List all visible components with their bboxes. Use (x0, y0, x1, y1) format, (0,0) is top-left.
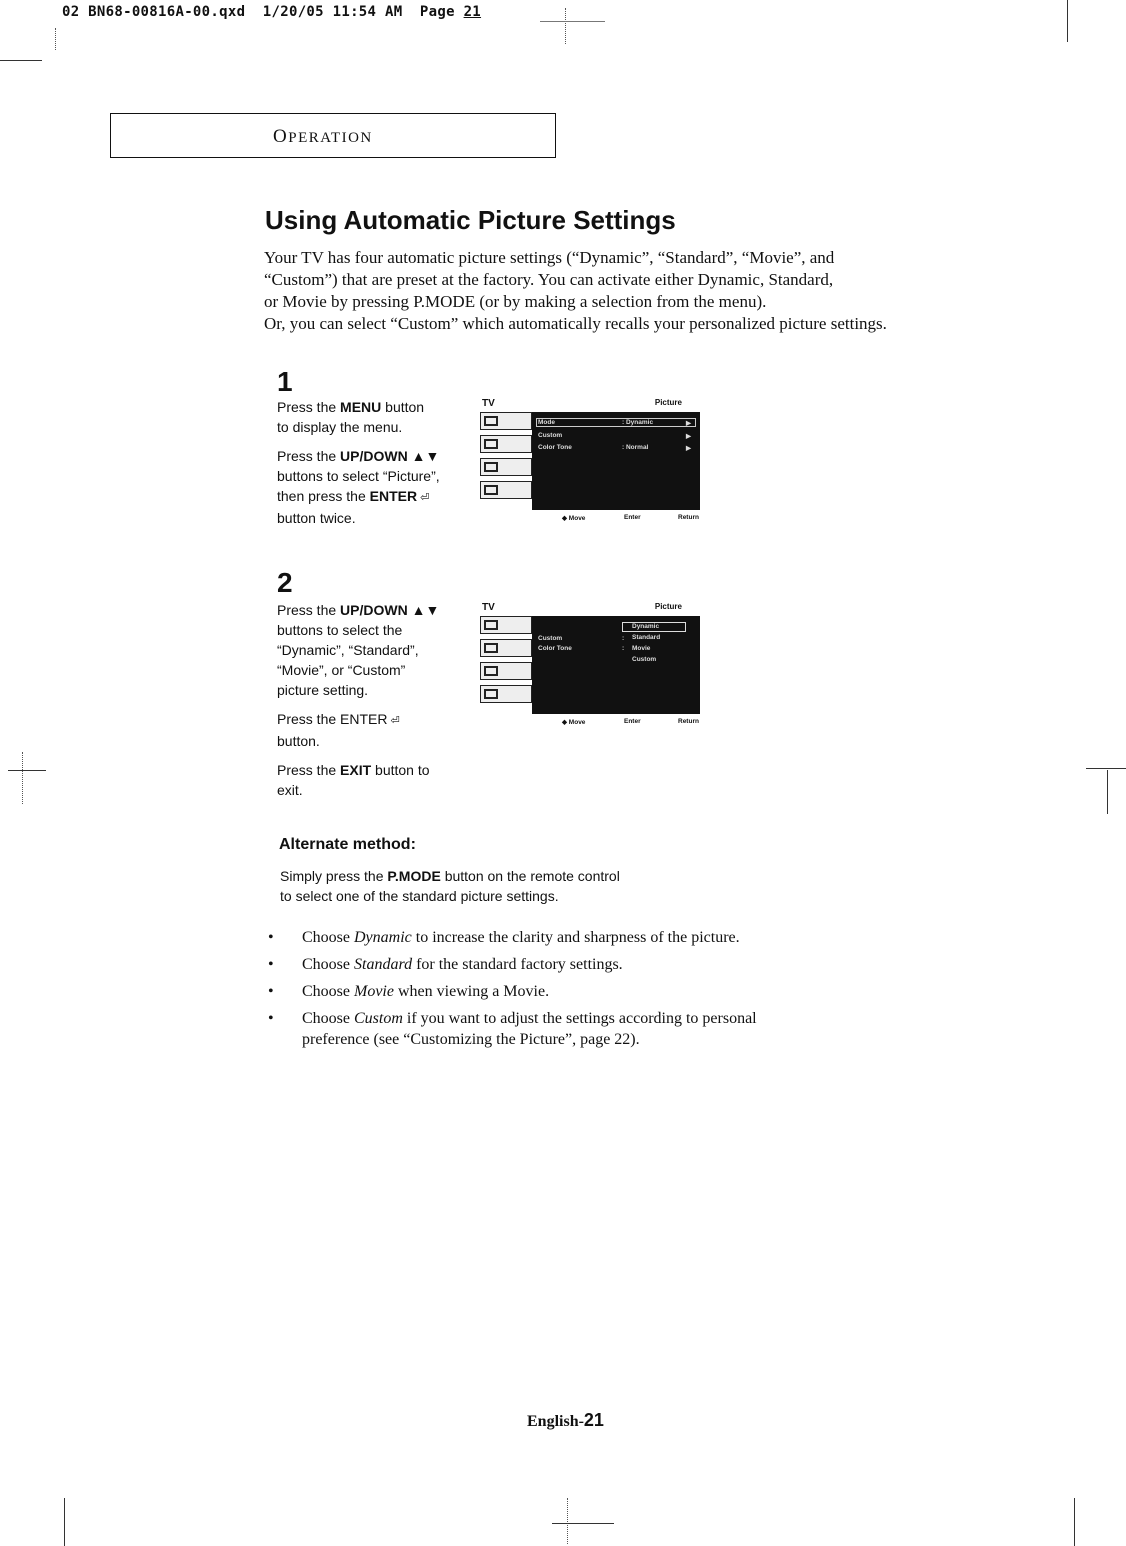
row-label: Custom (538, 432, 563, 439)
text: Press the (277, 762, 341, 778)
crop-mark (1086, 768, 1126, 769)
print-header (62, 4, 481, 20)
text: when viewing a Movie. (393, 983, 550, 1000)
intro-line: “Custom”) that are preset at the factory. You can activate either Dynamic, Standard, (264, 270, 834, 289)
enter-hint: Enter (624, 514, 641, 521)
text: Choose (302, 983, 354, 1000)
crop-mark (1074, 1498, 1075, 1546)
return-hint: Return (678, 514, 699, 521)
step-1-para (277, 397, 467, 437)
sound-menu-icon (480, 639, 532, 657)
crop-mark (567, 1498, 568, 1544)
section-label (273, 126, 373, 148)
list-item (262, 954, 822, 975)
text: button on the remote control (440, 868, 620, 884)
text: button. (277, 733, 320, 749)
alternate-heading: Alternate method: (279, 836, 416, 853)
print-page-label: Page (419, 4, 455, 20)
step-2-para (277, 600, 467, 700)
text: Choose (302, 956, 354, 973)
menu-row (538, 635, 625, 642)
intro-paragraph (264, 247, 1024, 335)
osd-screen (532, 616, 700, 714)
menu-row (538, 419, 691, 427)
tv-label: TV (482, 398, 495, 409)
list-item (262, 981, 822, 1002)
step-2-instructions (277, 600, 467, 809)
channel-menu-icon (480, 662, 532, 680)
crop-mark (1067, 0, 1068, 42)
step-2-number: 2 (277, 567, 293, 598)
row-value: : Dynamic (622, 419, 654, 426)
bullet-icon: • (268, 1010, 274, 1027)
tv-label: TV (482, 602, 495, 613)
bullet-icon: • (268, 929, 274, 946)
text: button to (371, 762, 430, 778)
menu-button-ref: MENU (340, 399, 382, 415)
row-label: Custom (538, 635, 563, 642)
menu-row (538, 444, 691, 452)
selection-highlight (536, 418, 696, 427)
enter-button-ref: ENTER (369, 488, 418, 504)
text: “Dynamic”, “Standard”, (277, 642, 419, 658)
bullet-icon: • (268, 983, 274, 1000)
step-1-para (277, 446, 467, 528)
arrow-icon: ▶ (686, 445, 691, 452)
picture-menu-icon (480, 412, 532, 430)
text: to increase the clarity and sharpness of the picture. (411, 929, 740, 946)
text: Press the (277, 602, 341, 618)
print-page-number: 21 (463, 4, 482, 20)
list-item (262, 927, 822, 948)
intro-line: or Movie by pressing P.MODE (or by making a selection from the menu). (264, 292, 767, 311)
text: exit. (277, 782, 303, 798)
menu-row (538, 432, 691, 440)
section-label-first: O (273, 126, 289, 147)
text: to select one of the standard picture settings. (280, 888, 559, 904)
exit-button-ref: EXIT (340, 762, 372, 778)
footer-language: English- (527, 1413, 584, 1430)
step-2-para (277, 709, 467, 751)
bullet-list (262, 927, 822, 1056)
section-label-rest: PERATION (288, 130, 373, 146)
print-date: 1/20/05 11:54 AM (262, 4, 403, 20)
text: buttons to select the (277, 622, 403, 638)
crop-mark (1107, 770, 1108, 814)
tv-screen-2 (480, 602, 702, 730)
enter-icon: ⏎ (387, 715, 400, 727)
menu-icon-column (480, 412, 532, 504)
picture-menu-icon (480, 616, 532, 634)
move-hint: ◆ Move (562, 719, 586, 726)
crop-mark (64, 1498, 65, 1546)
option-custom: Custom (632, 656, 657, 663)
screen-heading: Picture (654, 398, 682, 407)
arrow-icon: ▶ (686, 420, 691, 427)
alternate-body (280, 866, 700, 906)
list-item (262, 1008, 822, 1050)
updown-button-ref: UP/DOWN ▲▼ (340, 448, 440, 464)
text: Press the (277, 448, 341, 464)
text: “Movie”, or “Custom” (277, 662, 406, 678)
mode-name: Dynamic (354, 929, 412, 946)
crop-mark (552, 1523, 614, 1524)
page-title: Using Automatic Picture Settings (265, 205, 676, 235)
pmode-button-ref: P.MODE (387, 868, 441, 884)
enter-icon: ⏎ (417, 492, 430, 504)
text: button twice. (277, 510, 356, 526)
channel-menu-icon (480, 458, 532, 476)
intro-line: Or, you can select “Custom” which automatically recalls your personalized picture settings. (264, 314, 887, 333)
crop-mark (0, 60, 42, 61)
osd-screen (532, 412, 700, 510)
text: to display the menu. (277, 419, 403, 435)
arrow-icon: ▶ (686, 433, 691, 440)
text: Choose (302, 1010, 354, 1027)
text: then press the (277, 488, 370, 504)
text: Simply press the (280, 868, 388, 884)
row-value: : Normal (622, 444, 649, 451)
footer-page: 21 (583, 1410, 604, 1430)
screen-heading: Picture (654, 602, 682, 611)
text: button (381, 399, 425, 415)
crop-mark (22, 752, 23, 804)
sound-menu-icon (480, 435, 532, 453)
option-movie: Movie (632, 645, 651, 652)
step-1-instructions (277, 397, 467, 537)
bullet-icon: • (268, 956, 274, 973)
updown-button-ref: UP/DOWN ▲▼ (340, 602, 440, 618)
text: for the standard factory settings. (412, 956, 623, 973)
crop-mark (55, 28, 56, 50)
intro-line: Your TV has four automatic picture settings (“Dynamic”, “Standard”, “Movie”, and (264, 248, 835, 267)
page-number (527, 1410, 604, 1431)
tv-screen-1 (480, 398, 702, 526)
enter-hint: Enter (624, 718, 641, 725)
setup-menu-icon (480, 481, 532, 499)
enter-button-ref: Press the ENTER (277, 711, 388, 727)
row-label: Color Tone (538, 444, 572, 451)
mode-name: Standard (354, 956, 413, 973)
return-hint: Return (678, 718, 699, 725)
text: picture setting. (277, 682, 369, 698)
row-label: Mode (538, 419, 555, 426)
crop-mark (540, 21, 605, 22)
text: Choose (302, 929, 354, 946)
option-standard: Standard (632, 634, 661, 641)
text: Press the (277, 399, 341, 415)
row-value: : (622, 635, 625, 642)
mode-name: Custom (354, 1010, 403, 1027)
option-dynamic: Dynamic (632, 623, 660, 630)
step-2-para (277, 760, 467, 800)
row-value: : (622, 645, 625, 652)
print-file: 02 BN68-00816A-00.qxd (62, 4, 246, 20)
row-label: Color Tone (538, 645, 572, 652)
text: if you want to adjust the settings according to personal preference (see “Customizing the Picture”, page 22). (302, 1010, 757, 1048)
menu-icon-column (480, 616, 532, 708)
menu-row (538, 645, 625, 652)
section-header-box (110, 113, 556, 158)
mode-name: Movie (354, 983, 394, 1000)
step-1-number: 1 (277, 366, 293, 397)
text: buttons to select “Picture”, (277, 468, 440, 484)
setup-menu-icon (480, 685, 532, 703)
crop-mark (565, 8, 566, 44)
crop-mark (8, 770, 46, 771)
move-hint: ◆ Move (562, 515, 586, 522)
